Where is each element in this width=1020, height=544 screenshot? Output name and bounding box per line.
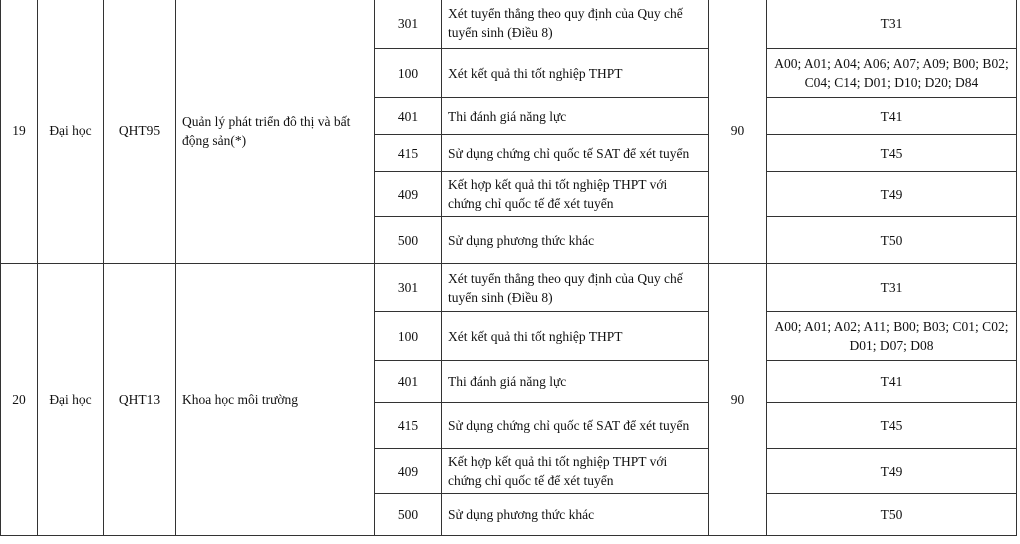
method-description: Sử dụng chứng chỉ quốc tế SAT để xét tuyển: [442, 403, 709, 449]
subject-combination: A00; A01; A02; A11; B00; B03; C01; C02; D01; D07; D08: [767, 312, 1017, 361]
method-description: Kết hợp kết quả thi tốt nghiệp THPT với chứng chỉ quốc tế để xét tuyển: [442, 172, 709, 217]
subject-combination: T41: [767, 98, 1017, 135]
method-description: Sử dụng phương thức khác: [442, 217, 709, 264]
method-description: Sử dụng phương thức khác: [442, 494, 709, 536]
subject-combination: T31: [767, 0, 1017, 49]
education-level: Đại học: [38, 264, 104, 536]
subject-combination: T49: [767, 172, 1017, 217]
subject-combination: T45: [767, 135, 1017, 172]
method-code: 500: [375, 217, 442, 264]
program-code: QHT13: [104, 264, 176, 536]
method-code: 401: [375, 361, 442, 403]
method-code: 301: [375, 0, 442, 49]
table-row: [1, 0, 1017, 49]
method-code: 415: [375, 403, 442, 449]
subject-combination: T31: [767, 264, 1017, 312]
method-description: Thi đánh giá năng lực: [442, 98, 709, 135]
method-code: 409: [375, 172, 442, 217]
method-code: 100: [375, 312, 442, 361]
subject-combination: T50: [767, 494, 1017, 536]
education-level: Đại học: [38, 0, 104, 264]
row-number: 19: [1, 0, 38, 264]
row-number: 20: [1, 264, 38, 536]
subject-combination: T50: [767, 217, 1017, 264]
quota: 90: [709, 0, 767, 264]
program-name: Quản lý phát triển đô thị và bất động sản(*): [176, 0, 375, 264]
method-description: Xét tuyển thẳng theo quy định của Quy chế tuyển sinh (Điều 8): [442, 264, 709, 312]
method-code: 100: [375, 49, 442, 98]
method-description: Kết hợp kết quả thi tốt nghiệp THPT với chứng chỉ quốc tế để xét tuyển: [442, 449, 709, 494]
subject-combination: A00; A01; A04; A06; A07; A09; B00; B02; C04; C14; D01; D10; D20; D84: [767, 49, 1017, 98]
method-description: Xét kết quả thi tốt nghiệp THPT: [442, 49, 709, 98]
program-code: QHT95: [104, 0, 176, 264]
quota: 90: [709, 264, 767, 536]
method-code: 500: [375, 494, 442, 536]
method-code: 301: [375, 264, 442, 312]
method-code: 409: [375, 449, 442, 494]
subject-combination: T41: [767, 361, 1017, 403]
table-row: [1, 264, 1017, 312]
method-code: 415: [375, 135, 442, 172]
method-code: 401: [375, 98, 442, 135]
method-description: Thi đánh giá năng lực: [442, 361, 709, 403]
method-description: Xét kết quả thi tốt nghiệp THPT: [442, 312, 709, 361]
subject-combination: T49: [767, 449, 1017, 494]
method-description: Sử dụng chứng chỉ quốc tế SAT để xét tuyển: [442, 135, 709, 172]
program-name: Khoa học môi trường: [176, 264, 375, 536]
method-description: Xét tuyển thẳng theo quy định của Quy chế tuyển sinh (Điều 8): [442, 0, 709, 49]
subject-combination: T45: [767, 403, 1017, 449]
